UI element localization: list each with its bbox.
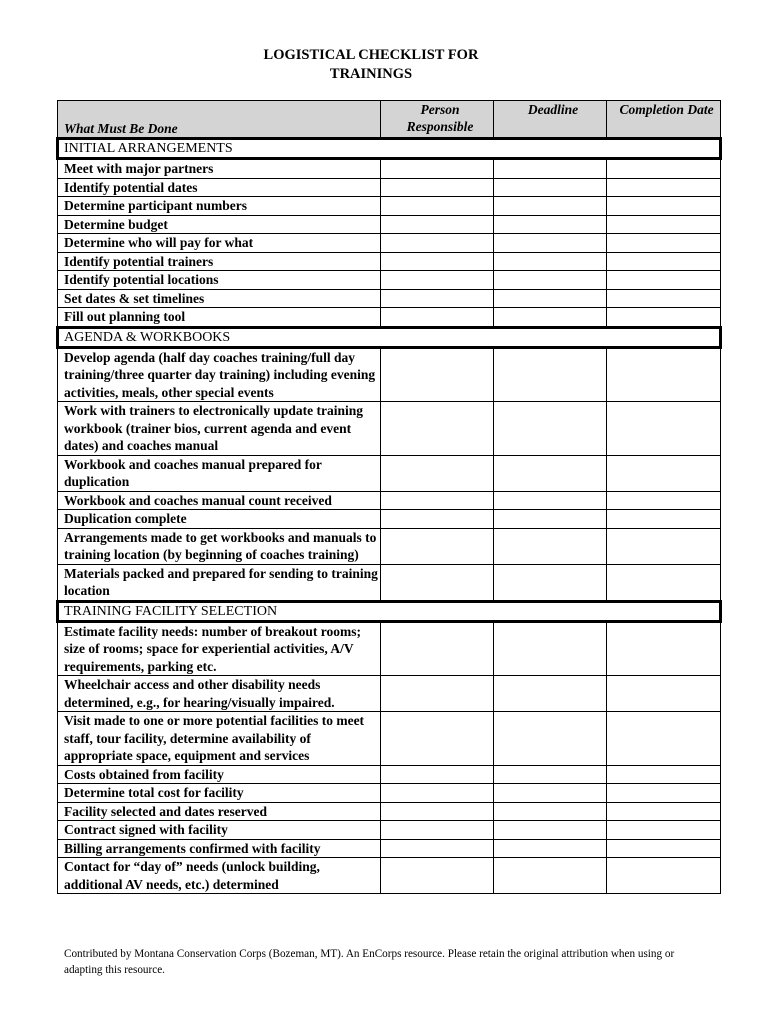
task-cell: Arrangements made to get workbooks and manuals to training location (by beginning of coaches training): [58, 528, 381, 564]
completion-date-cell[interactable]: [607, 510, 721, 529]
person-responsible-cell[interactable]: [381, 347, 494, 402]
title-line-1: LOGISTICAL CHECKLIST FOR: [263, 47, 479, 63]
person-responsible-cell[interactable]: [381, 402, 494, 456]
deadline-cell[interactable]: [494, 215, 607, 234]
person-responsible-cell[interactable]: [381, 621, 494, 676]
completion-date-cell[interactable]: [607, 271, 721, 290]
person-responsible-cell[interactable]: [381, 821, 494, 840]
completion-date-cell[interactable]: [607, 821, 721, 840]
task-cell: Determine who will pay for what: [58, 234, 381, 253]
person-responsible-cell[interactable]: [381, 289, 494, 308]
deadline-cell[interactable]: [494, 621, 607, 676]
deadline-cell[interactable]: [494, 510, 607, 529]
task-cell: Fill out planning tool: [58, 308, 381, 328]
task-cell: Meet with major partners: [58, 159, 381, 179]
person-responsible-cell[interactable]: [381, 765, 494, 784]
completion-date-cell[interactable]: [607, 234, 721, 253]
task-cell: Costs obtained from facility: [58, 765, 381, 784]
task-cell: Work with trainers to electronically update training workbook (trainer bios, current agenda and event dates) and coaches manual: [58, 402, 381, 456]
task-cell: Workbook and coaches manual prepared for duplication: [58, 455, 381, 491]
table-row: [58, 491, 721, 510]
checklist-table: [56, 100, 722, 894]
header-completion-date: Completion Date: [607, 101, 721, 139]
section-heading: INITIAL ARRANGEMENTS: [58, 139, 721, 159]
deadline-cell[interactable]: [494, 676, 607, 712]
deadline-cell[interactable]: [494, 159, 607, 179]
deadline-cell[interactable]: [494, 234, 607, 253]
table-row: [58, 621, 721, 676]
completion-date-cell[interactable]: [607, 215, 721, 234]
person-responsible-cell[interactable]: [381, 178, 494, 197]
table-row: [58, 676, 721, 712]
section-row: [58, 601, 721, 621]
deadline-cell[interactable]: [494, 402, 607, 456]
task-cell: Identify potential locations: [58, 271, 381, 290]
deadline-cell[interactable]: [494, 765, 607, 784]
completion-date-cell[interactable]: [607, 252, 721, 271]
person-responsible-cell[interactable]: [381, 784, 494, 803]
checklist-body: [58, 139, 721, 894]
person-responsible-cell[interactable]: [381, 858, 494, 894]
deadline-cell[interactable]: [494, 308, 607, 328]
deadline-cell[interactable]: [494, 821, 607, 840]
person-responsible-cell[interactable]: [381, 712, 494, 766]
attribution-footer: Contributed by Montana Conservation Corps (Bozeman, MT). An EnCorps resource. Please retain the original attribution when using or adapting this resource.: [64, 948, 675, 976]
person-responsible-cell[interactable]: [381, 491, 494, 510]
task-cell: Estimate facility needs: number of breakout rooms; size of rooms; space for experiential activities, A/V requirements, parking etc.: [58, 621, 381, 676]
task-cell: Wheelchair access and other disability needs determined, e.g., for hearing/visually impaired.: [58, 676, 381, 712]
table-row: [58, 858, 721, 894]
person-responsible-cell[interactable]: [381, 271, 494, 290]
task-cell: Identify potential dates: [58, 178, 381, 197]
deadline-cell[interactable]: [494, 839, 607, 858]
deadline-cell[interactable]: [494, 712, 607, 766]
completion-date-cell[interactable]: [607, 784, 721, 803]
person-responsible-cell[interactable]: [381, 676, 494, 712]
header-what-must-be-done: What Must Be Done: [58, 101, 381, 139]
deadline-cell[interactable]: [494, 252, 607, 271]
section-heading: AGENDA & WORKBOOKS: [58, 327, 721, 347]
completion-date-cell[interactable]: [607, 858, 721, 894]
person-responsible-cell[interactable]: [381, 510, 494, 529]
deadline-cell[interactable]: [494, 491, 607, 510]
header-row: [58, 101, 721, 139]
completion-date-cell[interactable]: [607, 178, 721, 197]
person-responsible-cell[interactable]: [381, 839, 494, 858]
person-responsible-cell[interactable]: [381, 252, 494, 271]
title-line-2: TRAININGS: [329, 66, 413, 82]
header-deadline: Deadline: [494, 101, 607, 139]
task-cell: Determine participant numbers: [58, 197, 381, 216]
completion-date-cell[interactable]: [607, 197, 721, 216]
deadline-cell[interactable]: [494, 271, 607, 290]
section-row: [58, 139, 721, 159]
table-row: [58, 765, 721, 784]
person-responsible-cell[interactable]: [381, 215, 494, 234]
deadline-cell[interactable]: [494, 858, 607, 894]
person-responsible-cell[interactable]: [381, 564, 494, 601]
deadline-cell[interactable]: [494, 802, 607, 821]
table-row: [58, 455, 721, 491]
completion-date-cell[interactable]: [607, 289, 721, 308]
completion-date-cell[interactable]: [607, 308, 721, 328]
table-row: [58, 802, 721, 821]
completion-date-cell[interactable]: [607, 455, 721, 491]
task-cell: Billing arrangements confirmed with facility: [58, 839, 381, 858]
table-row: [58, 252, 721, 271]
person-responsible-cell[interactable]: [381, 234, 494, 253]
table-row: [58, 215, 721, 234]
section-heading: TRAINING FACILITY SELECTION: [58, 601, 721, 621]
table-row: [58, 510, 721, 529]
completion-date-cell[interactable]: [607, 564, 721, 601]
table-row: [58, 712, 721, 766]
completion-date-cell[interactable]: [607, 839, 721, 858]
deadline-cell[interactable]: [494, 528, 607, 564]
task-cell: Set dates & set timelines: [58, 289, 381, 308]
completion-date-cell[interactable]: [607, 528, 721, 564]
deadline-cell[interactable]: [494, 455, 607, 491]
deadline-cell[interactable]: [494, 784, 607, 803]
table-row: [58, 784, 721, 803]
completion-date-cell[interactable]: [607, 712, 721, 766]
section-row: [58, 327, 721, 347]
deadline-cell[interactable]: [494, 178, 607, 197]
person-responsible-cell[interactable]: [381, 308, 494, 328]
table-row: [58, 289, 721, 308]
header-person-responsible: Person Responsible: [381, 101, 494, 139]
table-row: [58, 308, 721, 328]
table-row: [58, 564, 721, 601]
table-row: [58, 528, 721, 564]
completion-date-cell[interactable]: [607, 347, 721, 402]
table-row: [58, 271, 721, 290]
completion-date-cell[interactable]: [607, 491, 721, 510]
deadline-cell[interactable]: [494, 289, 607, 308]
task-cell: Identify potential trainers: [58, 252, 381, 271]
deadline-cell[interactable]: [494, 564, 607, 601]
completion-date-cell[interactable]: [607, 159, 721, 179]
completion-date-cell[interactable]: [607, 802, 721, 821]
document-title: [0, 46, 742, 84]
table-row: [58, 159, 721, 179]
completion-date-cell[interactable]: [607, 402, 721, 456]
task-cell: Develop agenda (half day coaches training/full day training/three quarter day training) including evening activities, meals, other special events: [58, 347, 381, 402]
task-cell: Determine budget: [58, 215, 381, 234]
person-responsible-cell[interactable]: [381, 802, 494, 821]
task-cell: Facility selected and dates reserved: [58, 802, 381, 821]
table-row: [58, 347, 721, 402]
completion-date-cell[interactable]: [607, 676, 721, 712]
task-cell: Duplication complete: [58, 510, 381, 529]
completion-date-cell[interactable]: [607, 621, 721, 676]
person-responsible-cell[interactable]: [381, 197, 494, 216]
table-row: [58, 234, 721, 253]
table-row: [58, 821, 721, 840]
task-cell: Workbook and coaches manual count received: [58, 491, 381, 510]
task-cell: Materials packed and prepared for sending to training location: [58, 564, 381, 601]
person-responsible-cell[interactable]: [381, 455, 494, 491]
table-row: [58, 197, 721, 216]
deadline-cell[interactable]: [494, 347, 607, 402]
table-row: [58, 178, 721, 197]
table-row: [58, 839, 721, 858]
person-responsible-cell[interactable]: [381, 528, 494, 564]
task-cell: Contract signed with facility: [58, 821, 381, 840]
task-cell: Determine total cost for facility: [58, 784, 381, 803]
person-responsible-cell[interactable]: [381, 159, 494, 179]
task-cell: Visit made to one or more potential facilities to meet staff, tour facility, determine availability of appropriate space, equipment and services: [58, 712, 381, 766]
completion-date-cell[interactable]: [607, 765, 721, 784]
deadline-cell[interactable]: [494, 197, 607, 216]
table-row: [58, 402, 721, 456]
task-cell: Contact for “day of” needs (unlock building, additional AV needs, etc.) determined: [58, 858, 381, 894]
